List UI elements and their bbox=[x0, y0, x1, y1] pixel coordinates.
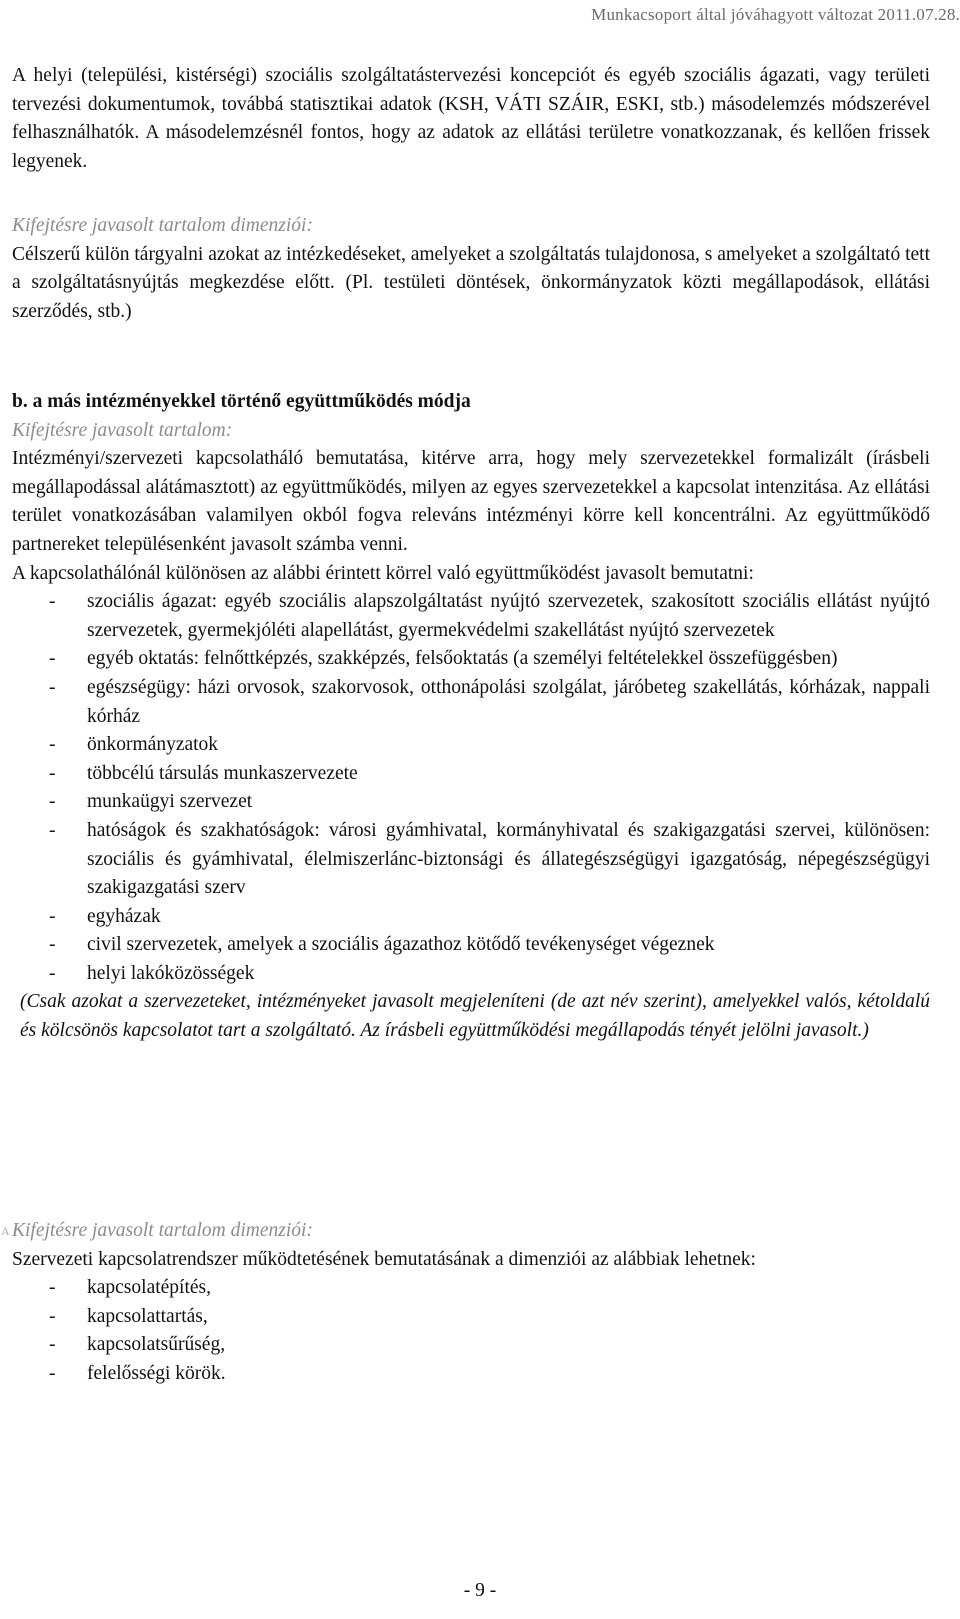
dash-marker: - bbox=[49, 1277, 56, 1299]
list-item: - egészségügy: házi orvosok, szakorvosok, otthonápolási szolgálat, járóbeteg szakellátás, kórházak, nappali kórház bbox=[12, 674, 930, 731]
dash-marker: - bbox=[49, 676, 56, 698]
intro-section bbox=[12, 62, 930, 176]
list-item: - civil szervezetek, amelyek a szociális ágazathoz kötődő tevékenységet végeznek bbox=[12, 931, 930, 960]
dimensions-section-2 bbox=[1, 1217, 930, 1389]
dash-marker: - bbox=[49, 762, 56, 784]
list-item: - önkormányzatok bbox=[12, 731, 930, 760]
dash-marker: - bbox=[49, 648, 56, 670]
document-header: Munkacsoport által jóváhagyott változat 2011.07.28. bbox=[591, 5, 960, 24]
dimensions-heading-2: A Kifejtésre javasolt tartalom dimenziói: bbox=[12, 1217, 930, 1246]
dash-marker: - bbox=[49, 934, 56, 956]
partner-list bbox=[12, 588, 930, 988]
list-item: - helyi lakóközösségek bbox=[12, 960, 930, 989]
dimensions-text-1: Célszerű külön tárgyalni azokat az intézkedéseket, amelyeket a szolgáltatás tulajdonosa, s amelyeket a szolgáltató tett a szolgáltatásnyújtás megkezdése előtt. (Pl. testületi döntések, önkormányzatok közti megállapodások, ellátási szerződés, stb.) bbox=[12, 243, 930, 322]
section-b-title: b. a más intézményekkel történő együttműködés módja bbox=[12, 391, 471, 412]
dash-marker: - bbox=[49, 962, 56, 984]
list-item: - kapcsolatsűrűség, bbox=[12, 1331, 930, 1360]
intro-paragraph: A helyi (települési, kistérségi) szociális szolgáltatástervezési koncepciót és egyéb szociális ágazati, vagy területi tervezési dokumentumok, továbbá statisztikai adatok (KSH, VÁTI SZÁIR, ESKI, stb.) másodelemzés módszerével felhasználhatók. A másodelemzésnél fontos, hogy az adatok az ellátási területre vonatkozzanak, és kellően frissek legyenek. bbox=[12, 65, 930, 172]
list-item: - felelősségi körök. bbox=[12, 1360, 930, 1389]
change-marker: A bbox=[1, 1224, 10, 1238]
page-number: - 9 - bbox=[463, 1580, 497, 1601]
dimensions-heading-1: Kifejtésre javasolt tartalom dimenziói: bbox=[12, 215, 313, 236]
list-item: - hatóságok és szakhatóságok: városi gyámhivatal, kormányhivatal és szakigazgatási szervei, különösen: szociális és gyámhivatal, élelmiszerlánc-biztonsági és állategészségügyi igazgatóság, népegészségügyi szakigazgatási szerv bbox=[12, 817, 930, 903]
dimension-list bbox=[12, 1274, 930, 1388]
list-item: - többcélú társulás munkaszervezete bbox=[12, 760, 930, 789]
list-item: - egyházak bbox=[12, 903, 930, 932]
list-item: - munkaügyi szervezet bbox=[12, 788, 930, 817]
dash-marker: - bbox=[49, 819, 56, 841]
dash-marker: - bbox=[49, 1362, 56, 1384]
dash-marker: - bbox=[49, 734, 56, 756]
section-b bbox=[12, 388, 930, 1046]
section-b-paragraph: Intézményi/szervezeti kapcsolatháló bemutatása, kitérve arra, hogy mely szervezetekkel formalizált (írásbeli megállapodással alátámasztott) az együttműködés, milyen az egyes szervezetekkel a kapcsolat intenzitása. Az ellátási terület vonatkozásában valamilyen okból fogva releváns intézményi körre kell koncentrálni. Az együttműködő partnereket településenként javasolt számba venni. bbox=[12, 448, 930, 555]
dash-marker: - bbox=[49, 791, 56, 813]
dimensions-section-1 bbox=[12, 212, 930, 326]
section-b-list-intro: A kapcsolathálónál különösen az alábbi érintett körrel való együttműködést javasolt bemutatni: bbox=[12, 562, 754, 584]
list-item: - kapcsolattartás, bbox=[12, 1303, 930, 1332]
section-b-note: (Csak azokat a szervezeteket, intézményeket javasolt megjeleníteni (de azt név szerint), amelyekkel valós, kétoldalú és kölcsönös kapcsolatot tart a szolgáltató. Az írásbeli együttműködési megállapodás tényét jelölni javasolt.) bbox=[20, 991, 930, 1042]
list-item: - egyéb oktatás: felnőttképzés, szakképzés, felsőoktatás (a személyi feltételekkel összefüggésben) bbox=[12, 645, 930, 674]
dash-marker: - bbox=[49, 1305, 56, 1327]
section-b-subheading: Kifejtésre javasolt tartalom: bbox=[12, 419, 233, 441]
dimensions-text-2: Szervezeti kapcsolatrendszer működtetésének bemutatásának a dimenziói az alábbiak lehetnek: bbox=[12, 1248, 756, 1270]
dash-marker: - bbox=[49, 1334, 56, 1356]
dash-marker: - bbox=[49, 905, 56, 927]
list-item: - kapcsolatépítés, bbox=[12, 1274, 930, 1303]
list-item: - szociális ágazat: egyéb szociális alapszolgáltatást nyújtó szervezetek, szakosított szociális ellátást nyújtó szervezetek, gyermekjóléti alapellátást, gyermekvédelmi szakellátást nyújtó szervezetek bbox=[12, 588, 930, 645]
dash-marker: - bbox=[49, 591, 56, 613]
